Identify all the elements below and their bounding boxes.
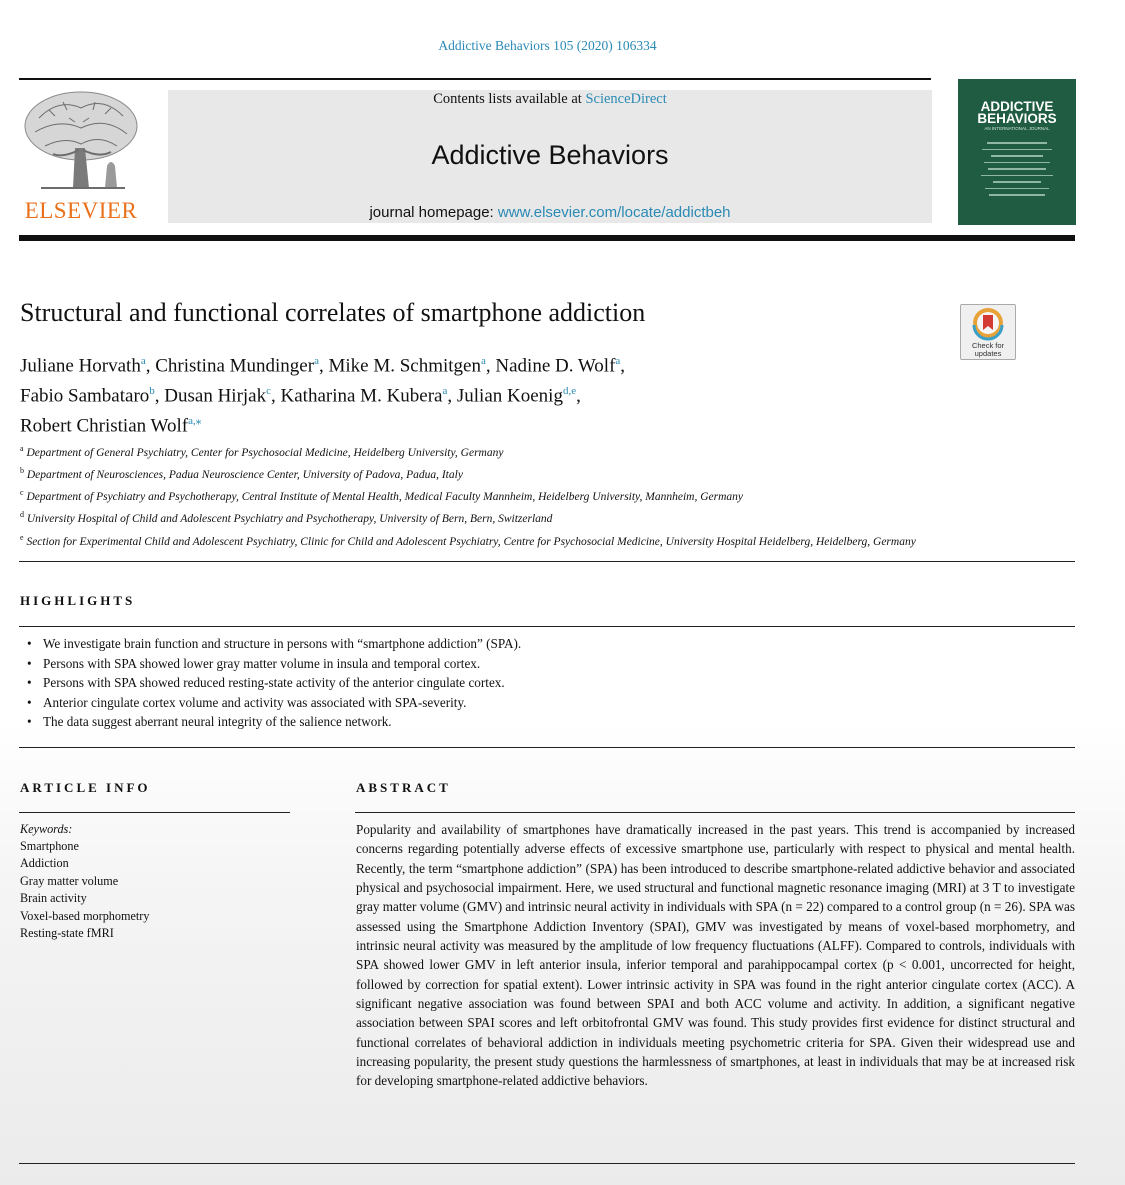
contents-line bbox=[168, 91, 932, 108]
author-affiliation-marker[interactable]: a bbox=[314, 355, 319, 367]
cover-subtitle: AN INTERNATIONAL JOURNAL bbox=[984, 126, 1050, 131]
keyword-item: Brain activity bbox=[20, 891, 87, 906]
author-affiliation-marker[interactable]: d,e bbox=[562, 384, 577, 397]
abstract-text: Popularity and availability of smartphones have dramatically increased in the past years. This trend is accompanied by increased concerns regarding potentially adverse effects of excessive smartphone use, particularly with respect to physical and mental health. Recently, the term “smartphone addiction” (SPA) has been introduced to describe smartphone-related addictive behavior and associated physical and psychosocial impairment. Here, we used structural and functional magnetic resonance imaging (MRI) at 3 T to investigate gray matter volume (GMV) and intrinsic neural activity in individuals with SPA (n = 22) compared to a control group (n = 26). SPA was assessed using the Smartphone Addiction Inventory (SPAI), GMV was investigated by means of voxel-based morphometry, and intrinsic neural activity was measured by the amplitude of low frequency fluctuations (ALFF). Compared to controls, individuals with SPA showed lower GMV in left anterior insula, inferior temporal and parahippocampal cortex (p < 0.001, uncorrected for height, followed by correction for spatial extent). Lower intrinsic activity in SPA was found in the right anterior cingulate cortex (ACC). A significant negative association was found between SPAI and both ACC volume and activity. In addition, a significant negative association between SPAI scores and left orbitofrontal GMV was found. This study provides first evidence for distinct structural and functional correlates of behavioral addiction in individuals meeting psychometric criteria for SPA. Given their widespread use and increasing popularity, the present study questions the harmlessness of smartphones, at least in individuals that may be at increased risk for developing smartphone-related addictive behaviors. bbox=[356, 822, 1075, 1089]
publisher-name: ELSEVIER bbox=[24, 198, 138, 223]
author-affiliation-marker[interactable]: a bbox=[481, 355, 486, 367]
journal-title: Addictive Behaviors bbox=[431, 140, 669, 170]
affiliation-item bbox=[20, 529, 960, 551]
author-name[interactable]: Juliane Horvath bbox=[20, 355, 141, 377]
check-for-updates-button[interactable] bbox=[960, 304, 1016, 360]
keyword-item: Voxel-based morphometry bbox=[20, 908, 150, 923]
keyword-item: Smartphone bbox=[20, 839, 79, 853]
contents-prefix: Contents lists available at bbox=[433, 91, 586, 107]
article-info-rule bbox=[19, 812, 290, 813]
affiliation-marker: a bbox=[20, 444, 24, 453]
highlights-list bbox=[27, 634, 1067, 732]
author-affiliation-marker[interactable]: b bbox=[149, 384, 155, 397]
keyword-item: Resting-state fMRI bbox=[20, 926, 114, 941]
highlight-item: • Persons with SPA showed reduced resting-state activity of the anterior cingulate cortex. bbox=[27, 673, 1067, 693]
homepage-link[interactable]: www.elsevier.com/locate/addictbeh bbox=[497, 204, 731, 221]
journal-cover[interactable] bbox=[958, 79, 1076, 225]
highlights-bottom-rule bbox=[19, 747, 1075, 748]
header-thick-rule bbox=[19, 235, 1075, 241]
author-name[interactable]: Christina Mundinger bbox=[155, 355, 315, 377]
author-name[interactable]: Fabio Sambataro bbox=[20, 385, 150, 407]
affiliation-text: Department of General Psychiatry, Center for Psychosocial Medicine, Heidelberg University, Germany bbox=[26, 446, 504, 459]
keyword-item: Addiction bbox=[20, 856, 69, 871]
article-info-heading: ARTICLE INFO bbox=[20, 780, 151, 795]
affiliation-marker: c bbox=[20, 488, 24, 498]
homepage-line bbox=[168, 204, 932, 221]
affiliation-text: Department of Neurosciences, Padua Neuroscience Center, University of Padova, Padua, Italy bbox=[26, 468, 463, 481]
author-affiliation-marker[interactable]: a bbox=[615, 355, 621, 367]
abstract-heading: ABSTRACT bbox=[356, 780, 451, 795]
cover-text-lines bbox=[978, 137, 1056, 196]
article-title: Structural and functional correlates of smartphone addiction bbox=[20, 298, 646, 327]
highlights-heading: HIGHLIGHTS bbox=[20, 593, 136, 608]
header-top-rule bbox=[19, 78, 931, 80]
highlight-item: • The data suggest aberrant neural integrity of the salience network. bbox=[27, 712, 1067, 732]
check-for-updates-label: Check for updates bbox=[971, 341, 1005, 358]
cover-title-line2: BEHAVIORS bbox=[977, 111, 1057, 126]
author-affiliation-marker[interactable]: a bbox=[442, 384, 448, 397]
affiliation-item bbox=[20, 506, 960, 528]
affiliation-marker: b bbox=[20, 466, 24, 476]
highlight-item: • Anterior cingulate cortex volume and activity was associated with SPA-severity. bbox=[27, 693, 1067, 713]
author-list: Juliane Horvath$^a$, Christina Mundinger$^a$, Mike M. Schmitgen$^a$, Nadine D. Wolf$^a$, Fabio Sambataro$^b$, Dusan Hirjak$^c$, Katharina M. Kubera$^a$, Julian Koenig$^{d,e}$, Robert Christian Wolf$^{a,⁎}$ bbox=[20, 355, 626, 436]
author-affiliation-marker[interactable]: a bbox=[140, 355, 146, 367]
keywords-label: Keywords: bbox=[20, 822, 73, 836]
elsevier-logo[interactable] bbox=[19, 88, 149, 224]
affiliation-list bbox=[20, 440, 960, 551]
check-for-updates-icon bbox=[961, 305, 1015, 343]
keyword-item: Gray matter volume bbox=[20, 873, 119, 888]
affiliation-text: Section for Experimental Child and Adolescent Psychiatry, Clinic for Child and Adolescent Psychiatry, Centre for Psychosocial Medicine, University Hospital Heidelberg, Heidelberg, Germany bbox=[26, 535, 916, 548]
affiliation-item bbox=[20, 462, 960, 484]
affiliation-text: University Hospital of Child and Adolescent Psychiatry and Psychotherapy, University of Bern, Bern, Switzerland bbox=[26, 513, 553, 526]
bottom-rule bbox=[19, 1163, 1075, 1164]
highlight-item: • Persons with SPA showed lower gray matter volume in insula and temporal cortex. bbox=[27, 654, 1067, 674]
author-name[interactable]: Robert Christian Wolf bbox=[20, 414, 189, 436]
author-name[interactable]: Dusan Hirjak bbox=[164, 385, 267, 407]
author-name[interactable]: Nadine D. Wolf bbox=[495, 355, 616, 377]
affiliation-marker: e bbox=[20, 532, 24, 542]
keywords-list bbox=[20, 838, 149, 942]
affiliation-marker: d bbox=[20, 510, 24, 520]
highlight-item: • We investigate brain function and structure in persons with “smartphone addiction” (SPA). bbox=[27, 634, 1067, 654]
homepage-prefix: journal homepage: bbox=[369, 204, 498, 221]
author-affiliation-marker[interactable]: c bbox=[266, 384, 272, 397]
affiliation-text: Department of Psychiatry and Psychotherapy, Central Institute of Mental Health, Medical Faculty Mannheim, Heidelberg University, Mannheim, Germany bbox=[26, 491, 744, 504]
affiliation-item bbox=[20, 484, 960, 506]
section-divider bbox=[19, 561, 1075, 562]
sciencedirect-link[interactable]: ScienceDirect bbox=[585, 91, 667, 107]
journal-citation-link[interactable]: Addictive Behaviors 105 (2020) 106334 bbox=[438, 38, 657, 53]
affiliation-item bbox=[20, 440, 960, 462]
abstract-rule bbox=[355, 812, 1075, 813]
author-name[interactable]: Mike M. Schmitgen bbox=[328, 355, 481, 377]
elsevier-tree-icon bbox=[19, 88, 143, 196]
cover-title bbox=[958, 101, 1076, 125]
author-affiliation-marker[interactable]: a,⁎ bbox=[188, 414, 202, 427]
cover-title-line1: ADDICTIVE bbox=[980, 99, 1054, 114]
author-name[interactable]: Julian Koenig bbox=[456, 385, 563, 407]
highlights-top-rule bbox=[19, 626, 1075, 627]
author-name[interactable]: Katharina M. Kubera bbox=[280, 385, 443, 407]
